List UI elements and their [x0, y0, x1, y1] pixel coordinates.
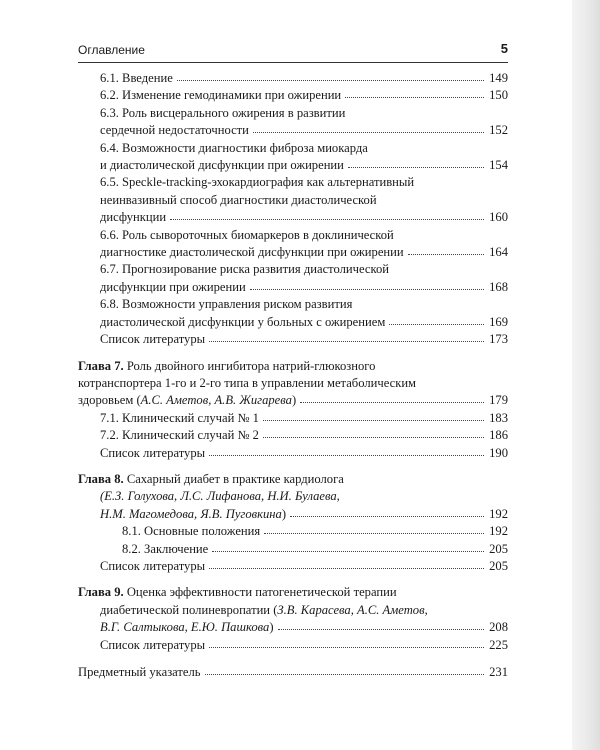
chapter-authors: А.С. Аметов, А.В. Жигарева: [140, 393, 292, 408]
toc-entry-6-1[interactable]: 6.1. Введение 149: [78, 70, 508, 87]
page-ref: 152: [489, 123, 508, 138]
toc-entry-6-4[interactable]: 6.4. Возможности диагностики фиброза миокарда и диастолической дисфункции при ожирении 154: [78, 140, 508, 175]
page-ref: 192: [489, 524, 508, 539]
page-ref: 149: [489, 71, 508, 85]
page-ref: 179: [489, 393, 508, 408]
page-ref: 205: [489, 558, 508, 573]
toc-entry-6-3[interactable]: 6.3. Роль висцерального ожирения в развитии сердечной недостаточности 152: [78, 105, 508, 140]
page-ref: 186: [489, 428, 508, 443]
toc-entry-6-2[interactable]: 6.2. Изменение гемодинамики при ожирении 150: [78, 87, 508, 104]
toc-entry-7-1[interactable]: 7.1. Клинический случай № 1 183: [78, 410, 508, 427]
page-ref: 231: [489, 665, 508, 679]
page-number: 5: [500, 41, 508, 56]
toc-entry-6-6[interactable]: 6.6. Роль сывороточных биомаркеров в доклинической диагностике диастолической дисфункции при ожирении 164: [78, 227, 508, 262]
toc-entry-literature-7[interactable]: Список литературы 190: [78, 445, 508, 462]
chapter-authors: (Е.З. Голухова, Л.С. Лифанова, Н.И. Булаева,: [100, 489, 340, 504]
toc-chapter-8[interactable]: Глава 8. Сахарный диабет в практике кардиолога (Е.З. Голухова, Л.С. Лифанова, Н.И. Булаева, Н.М. Магомедова, Я.В. Пуговкина) 192: [78, 471, 508, 523]
running-header: [78, 40, 508, 63]
header-title: Оглавление: [78, 43, 145, 57]
page-edge-shadow: [572, 0, 600, 750]
toc-chapter-9[interactable]: Глава 9. Оценка эффективности патогенетической терапии диабетической полиневропатии (З.В. Карасева, А.С. Аметов, В.Г. Салтыкова, Е.Ю. Пашкова) 208: [78, 584, 508, 636]
page-ref: 168: [489, 279, 508, 294]
page-ref: 164: [489, 245, 508, 260]
page-ref: 169: [489, 314, 508, 329]
chapter-label: Глава 7.: [78, 358, 124, 373]
toc-entry-literature-6[interactable]: Список литературы 173: [78, 331, 508, 348]
page-ref: 150: [489, 88, 508, 103]
page-ref: 173: [489, 332, 508, 347]
chapter-label: Глава 8.: [78, 471, 124, 486]
toc-entry-8-2[interactable]: 8.2. Заключение 205: [78, 541, 508, 558]
toc-entry-subject-index[interactable]: Предметный указатель 231: [78, 664, 508, 681]
toc-entry-6-8[interactable]: 6.8. Возможности управления риском развития диастолической дисфункции у больных с ожирением 169: [78, 296, 508, 331]
page-ref: 154: [489, 158, 508, 173]
table-of-contents: [78, 70, 508, 681]
page-ref: 225: [489, 637, 508, 652]
chapter-authors: З.В. Карасева, А.С. Аметов,: [277, 602, 428, 617]
toc-chapter-7[interactable]: Глава 7. Роль двойного ингибитора натрий-глюкозного котранспортера 1-го и 2-го типа в управлении метаболическим здоровьем (А.С. Аметов, А.В. Жигарева) 179: [78, 358, 508, 410]
toc-entry-6-7[interactable]: 6.7. Прогнозирование риска развития диастолической дисфункции при ожирении 168: [78, 261, 508, 296]
toc-entry-6-5[interactable]: 6.5. Speckle-tracking-эхокардиография как альтернативный неинвазивный способ диагностики диастолической дисфункции 160: [78, 174, 508, 226]
toc-entry-7-2[interactable]: 7.2. Клинический случай № 2 186: [78, 427, 508, 444]
page-ref: 192: [489, 506, 508, 521]
page-ref: 208: [489, 620, 508, 635]
chapter-label: Глава 9.: [78, 585, 124, 600]
page-ref: 183: [489, 410, 508, 425]
toc-entry-literature-8[interactable]: Список литературы 205: [78, 558, 508, 575]
toc-entry-8-1[interactable]: 8.1. Основные положения 192: [78, 523, 508, 540]
page-ref: 190: [489, 445, 508, 460]
toc-entry-literature-9[interactable]: Список литературы 225: [78, 637, 508, 654]
page-ref: 160: [489, 210, 508, 225]
page-ref: 205: [489, 541, 508, 556]
